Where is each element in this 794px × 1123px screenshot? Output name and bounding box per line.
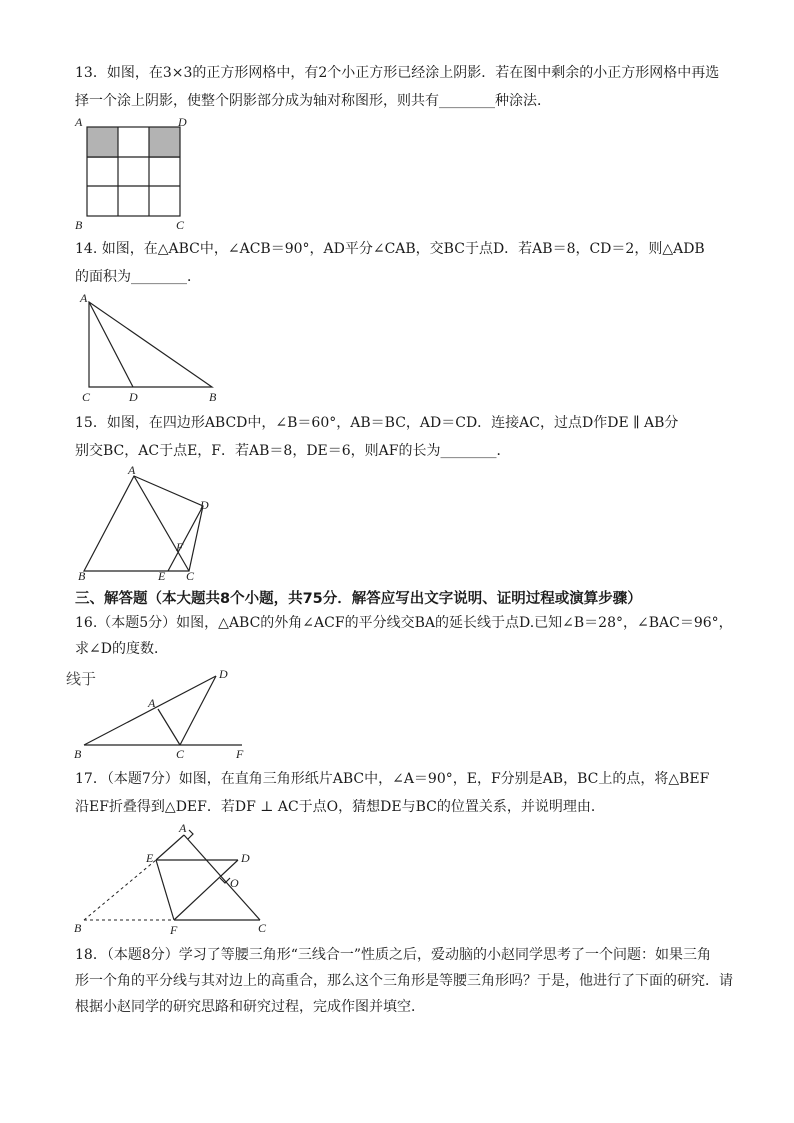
label-D: D: [129, 390, 138, 404]
label-E: E: [158, 569, 166, 583]
q17-text-line1: 17．（本题7分）如图，在直角三角形纸片ABC中，∠A＝90°，E，F分别是AB，BC上的点，将△BEF: [75, 771, 710, 787]
label-B: B: [209, 390, 217, 404]
label-C: C: [82, 390, 91, 404]
q15-text-line1: 15．如图，在四边形ABCD中，∠B＝60°，AB＝BC，AD＝CD．连接AC，过点D作DE ∥ AB分: [75, 415, 679, 431]
label-C: C: [186, 569, 195, 583]
label-D: D: [219, 667, 228, 681]
label-B: B: [74, 921, 82, 935]
q16-text-line1: 16.（本题5分）如图，△ABC的外角∠ACF的平分线交BA的延长线于点D.已知∠B＝28°，∠BAC＝96°，: [75, 615, 733, 631]
label-D: D: [178, 116, 187, 129]
q16-exterior-angle-figure: [72, 664, 262, 764]
q14-text-line1: 14. 如图，在△ABC中，∠ACB＝90°，AD平分∠CAB，交BC于点D．若AB＝8，CD＝2，则△ADB: [75, 241, 705, 257]
label-C: C: [258, 921, 267, 935]
label-O: O: [230, 876, 239, 890]
q13-text-line1: 13．如图，在3×3的正方形网格中，有2个小正方形已经涂上阴影．若在图中剩余的小正方形网格中再选: [75, 65, 720, 81]
q16-text-line2: 求∠D的度数．: [75, 641, 168, 657]
section-heading: 三、解答题（本大题共8个小题，共75分．解答应写出文字说明、证明过程或演算步骤）: [75, 591, 642, 607]
label-A: A: [75, 116, 83, 129]
label-B: B: [78, 569, 86, 583]
label-D: D: [200, 498, 209, 512]
label-F: F: [170, 923, 178, 937]
label-F: F: [236, 747, 244, 761]
q17-fold-figure: [72, 820, 282, 938]
q13-text-line2: 择一个涂上阴影，使整个阴影部分成为轴对称图形，则共有________种涂法．: [75, 93, 551, 109]
q17-text-line2: 沿EF折叠得到△DEF．若DF ⊥ AC于点O，猜想DE与BC的位置关系，并说明理由．: [75, 799, 605, 815]
q18-text-line2: 形一个角的平分线与其对边上的高重合，那么这个三角形是等腰三角形吗？于是，他进行了下面的研究．请: [75, 973, 733, 989]
q15-text-line2: 别交BC，AC于点E，F．若AB＝8，DE＝6，则AF的长为________．: [75, 443, 511, 459]
label-E: E: [146, 851, 154, 865]
label-A: A: [148, 696, 156, 710]
q14-text-line2: 的面积为________．: [75, 269, 201, 285]
label-F: F: [176, 540, 184, 554]
q15-quadrilateral-figure: [72, 464, 222, 584]
label-C: C: [176, 218, 185, 232]
label-A: A: [80, 291, 88, 305]
label-C: C: [176, 747, 185, 761]
q13-grid-figure: [72, 116, 192, 234]
label-D: D: [241, 851, 250, 865]
shaded-cell: [87, 127, 118, 158]
shaded-cell: [149, 127, 180, 158]
label-B: B: [75, 218, 83, 232]
label-B: B: [74, 747, 82, 761]
label-A: A: [128, 464, 136, 477]
label-A: A: [179, 821, 187, 835]
q18-text-line3: 根据小赵同学的研究思路和研究过程，完成作图并填空．: [75, 999, 425, 1015]
q14-triangle-figure: [72, 290, 232, 405]
handwriting-fragment: 线于: [66, 670, 97, 688]
q18-text-line1: 18．（本题8分）学习了等腰三角形“三线合一”性质之后，爱动脑的小赵同学思考了一个问题：如果三角: [75, 947, 712, 963]
